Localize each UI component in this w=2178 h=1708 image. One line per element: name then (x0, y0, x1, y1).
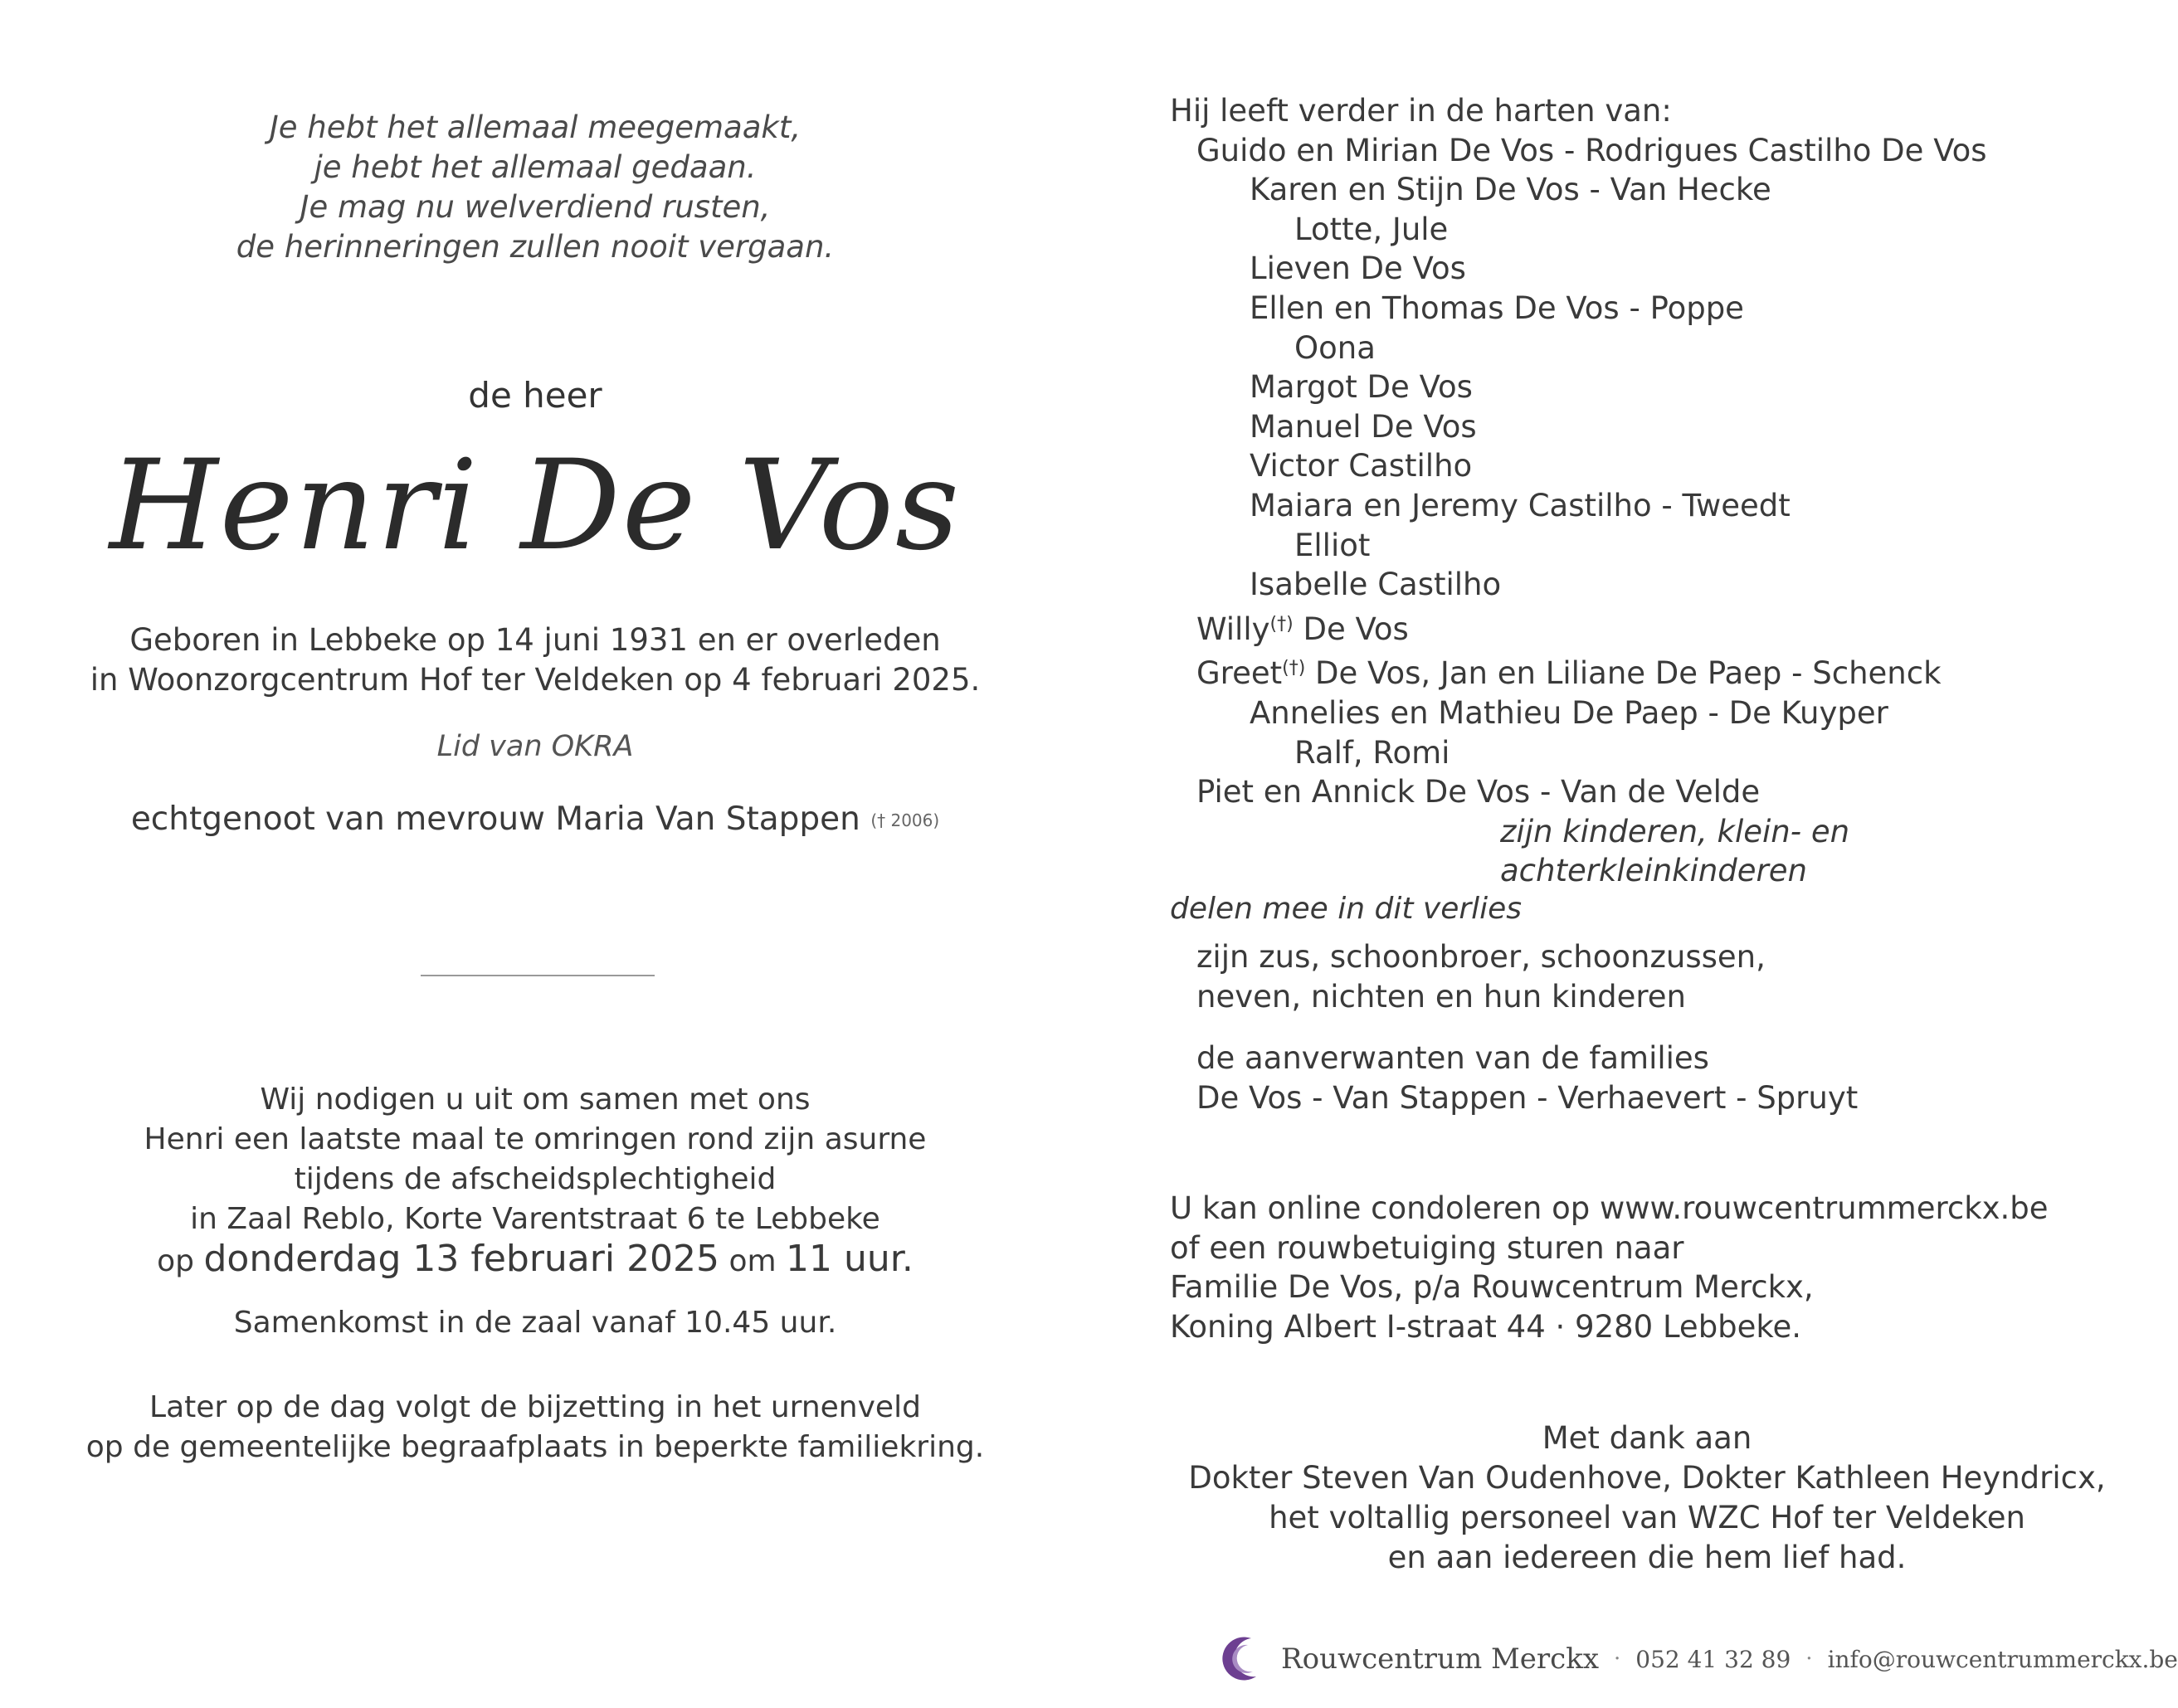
willy-surname: De Vos (1293, 611, 1409, 647)
family-member: Victor Castilho (1250, 448, 1473, 484)
family-list (1170, 91, 2124, 891)
greet-name: Greet (1196, 655, 1283, 692)
time-value: 11 uur. (786, 1238, 914, 1280)
title-prefix: de heer (468, 375, 602, 416)
share-line: de aanverwanten van de families (1196, 1040, 1709, 1076)
family-member: Elliot (1294, 527, 1371, 563)
separator: · (1614, 1647, 1621, 1672)
date-mid: om (728, 1244, 777, 1278)
share-line: zijn zus, schoonbroer, schoonzussen, (1196, 939, 1766, 975)
invitation-line: Wij nodigen u uit om samen met ons (260, 1083, 811, 1117)
family-member: Piet en Annick De Vos - Van de Velde (1196, 774, 1761, 810)
family-member (1170, 649, 2124, 693)
family-tagline: zijn kinderen, klein- en achterkleinkinderen (1500, 813, 1850, 889)
family-member: Lieven De Vos (1250, 251, 1466, 287)
footer (1218, 1630, 2178, 1688)
date-value: donderdag 13 februari 2025 (203, 1238, 720, 1280)
family-member: Guido en Mirian De Vos - Rodrigues Castilho De Vos (1196, 132, 1987, 168)
family-member (1170, 605, 2124, 650)
share-relatives (1196, 937, 1766, 1017)
deceased-mark: (†) (1269, 613, 1294, 635)
poem-line: Je hebt het allemaal meegemaakt, (269, 109, 802, 145)
poem (0, 108, 1070, 267)
born-line: in Woonzorgcentrum Hof ter Veldeken op 4 februari 2025. (90, 662, 981, 698)
poem-line: je hebt het allemaal gedaan. (314, 149, 757, 185)
condolence-line: Familie De Vos, p/a Rouwcentrum Merckx, (1170, 1269, 1814, 1305)
brand-logo-icon (1218, 1633, 1266, 1685)
spouse-text: echtgenoot van mevrouw Maria Van Stappen (130, 800, 860, 838)
membership: Lid van OKRA (436, 730, 634, 763)
later-line: op de gemeentelijke begraafplaats in beperkte familiekring. (85, 1430, 985, 1464)
thanks-line: en aan iedereen die hem lief had. (1387, 1540, 1907, 1575)
deceased-name: Henri De Vos (109, 434, 962, 578)
condolence-line: of een rouwbetuiging sturen naar (1170, 1229, 1684, 1266)
family-member: Margot De Vos (1250, 369, 1473, 406)
thanks-line: Dokter Steven Van Oudenhove, Dokter Kathleen Heyndricx, (1188, 1460, 2106, 1496)
phone-number: 052 41 32 89 (1635, 1645, 1791, 1673)
condolence-line: Koning Albert I-straat 44 · 9280 Lebbeke. (1170, 1308, 1802, 1345)
poem-line: de herinneringen zullen nooit vergaan. (236, 229, 835, 265)
family-member: Karen en Stijn De Vos - Van Hecke (1250, 172, 1771, 208)
ceremony-date (0, 1239, 1070, 1282)
family-member: Annelies en Mathieu De Paep - De Kuyper (1250, 694, 1888, 731)
family-intro: Hij leeft verder in de harten van: (1170, 93, 1672, 129)
gathering: Samenkomst in de zaal vanaf 10.45 uur. (233, 1306, 837, 1340)
divider (421, 975, 655, 976)
thanks (1170, 1418, 2124, 1578)
date-pre: op (157, 1244, 195, 1278)
invitation (0, 1080, 1070, 1282)
email-link[interactable]: info@rouwcentrummerckx.be (1827, 1645, 2178, 1673)
burial-info (0, 1388, 1070, 1467)
condolences (1170, 1189, 2049, 1346)
brand-name: Rouwcentrum Merckx (1281, 1642, 1599, 1676)
share-line: De Vos - Van Stappen - Verhaevert - Spruyt (1196, 1080, 1859, 1116)
birth-death-info (0, 620, 1070, 700)
willy-name: Willy (1196, 611, 1270, 647)
born-line: Geboren in Lebbeke op 14 juni 1931 en er overleden (129, 622, 941, 658)
invitation-line: tijdens de afscheidsplechtigheid (294, 1162, 777, 1196)
family-member: Ellen en Thomas De Vos - Poppe (1250, 290, 1744, 326)
share-intro: delen mee in dit verlies (1170, 892, 1523, 926)
share-line: neven, nichten en hun kinderen (1196, 979, 1686, 1015)
condolence-line: U kan online condoleren op www.rouwcentrummerckx.be (1170, 1190, 2049, 1226)
family-member: Ralf, Romi (1294, 734, 1450, 771)
share-families (1196, 1039, 1858, 1118)
family-member: Lotte, Jule (1294, 211, 1449, 247)
invitation-line: in Zaal Reblo, Korte Varentstraat 6 te Lebbeke (190, 1202, 880, 1236)
later-line: Later op de dag volgt de bijzetting in het urnenveld (149, 1390, 921, 1424)
family-member: Manuel De Vos (1250, 408, 1477, 445)
invitation-line: Henri een laatste maal te omringen rond zijn asurne (144, 1122, 927, 1156)
thanks-line: Met dank aan (1542, 1420, 1752, 1456)
family-member: Maiara en Jeremy Castilho - Tweedt (1250, 487, 1791, 523)
separator: · (1805, 1647, 1813, 1672)
family-member: Isabelle Castilho (1250, 567, 1502, 603)
deceased-mark: (†) (1282, 658, 1306, 679)
poem-line: Je mag nu welverdiend rusten, (300, 189, 771, 225)
greet-surname: De Vos, Jan en Liliane De Paep - Schenck (1305, 655, 1942, 692)
family-member: Oona (1294, 329, 1376, 366)
thanks-line: het voltallig personeel van WZC Hof ter Veldeken (1269, 1500, 2025, 1535)
spouse (0, 800, 1070, 838)
spouse-note: († 2006) (870, 810, 940, 830)
